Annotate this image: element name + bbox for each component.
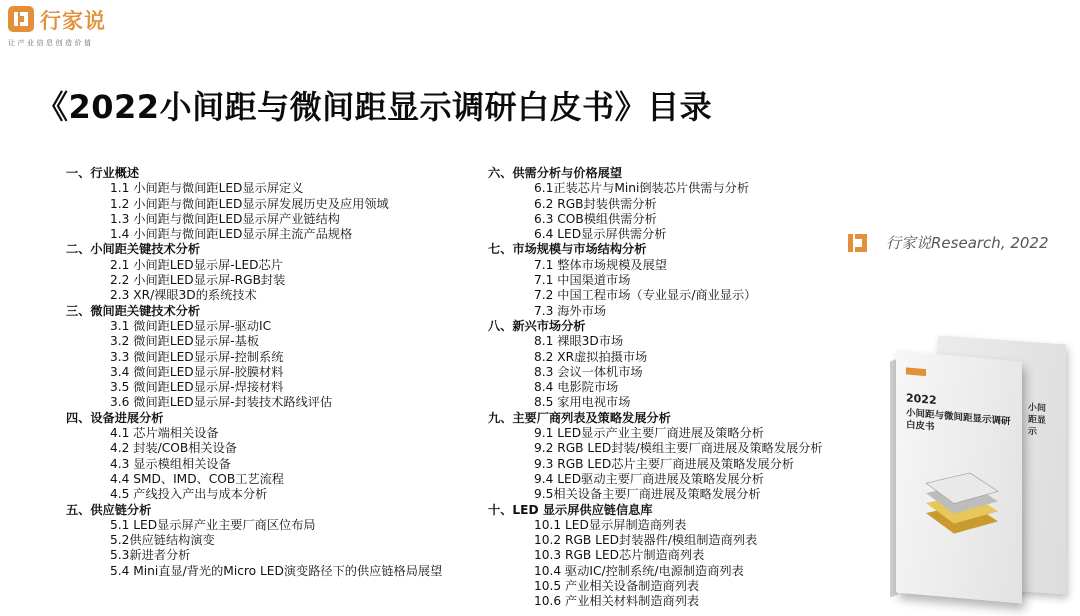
toc-item: 1.3 小间距与微间距LED显示屏产业链结构 bbox=[110, 211, 340, 226]
toc-item: 3.6 微间距LED显示屏-封装技术路线评估 bbox=[110, 395, 333, 410]
toc-section-heading: 五、供应链分析 bbox=[66, 502, 152, 517]
toc-item: 9.3 RGB LED芯片主要厂商进展及策略发展分析 bbox=[534, 456, 795, 471]
toc-section-heading: 六、供需分析与价格展望 bbox=[488, 166, 623, 180]
toc-item: 4.2 封装/COB相关设备 bbox=[110, 441, 237, 456]
book-title: 小间距与微间距显示调研白皮书 bbox=[906, 407, 1011, 433]
toc-item: 5.1 LED显示屏产业主要厂商区位布局 bbox=[110, 517, 316, 532]
toc-item: 3.4 微间距LED显示屏-胶膜材料 bbox=[110, 364, 284, 379]
toc-section-heading: 十、LED 显示屏供应链信息库 bbox=[488, 502, 653, 517]
toc-item: 9.5相关设备主要厂商进展及策略发展分析 bbox=[534, 487, 761, 502]
toc-item: 8.2 XR虚拟拍摄市场 bbox=[534, 349, 648, 364]
toc-item: 8.1 裸眼3D市场 bbox=[534, 334, 624, 349]
toc-section-heading: 七、市场规模与市场结构分析 bbox=[488, 242, 647, 257]
toc-item: 4.5 产线投入产出与成本分析 bbox=[110, 487, 268, 502]
toc-item: 7.3 海外市场 bbox=[534, 303, 607, 318]
toc-item: 1.2 小间距与微间距LED显示屏发展历史及应用领域 bbox=[110, 196, 389, 211]
toc-item: 9.1 LED显示产业主要厂商进展及策略分析 bbox=[534, 426, 764, 441]
toc-item: 1.1 小间距与微间距LED显示屏定义 bbox=[110, 181, 304, 196]
toc-item: 3.1 微间距LED显示屏-驱动IC bbox=[110, 318, 272, 333]
brand-logo bbox=[8, 4, 138, 48]
toc-item: 10.3 RGB LED芯片制造商列表 bbox=[534, 548, 705, 563]
panel-layers-illustration bbox=[918, 462, 1002, 553]
toc-item: 2.2 小间距LED显示屏-RGB封装 bbox=[110, 273, 286, 288]
toc-item: 10.1 LED显示屏制造商列表 bbox=[534, 517, 687, 532]
toc-item: 6.1正装芯片与Mini倒装芯片供需与分析 bbox=[534, 181, 750, 196]
research-label: 行家说Research, 2022 bbox=[886, 234, 1049, 252]
toc-item: 5.4 Mini直显/背光的Micro LED演变路径下的供应链格局展望 bbox=[110, 563, 443, 578]
research-logo-icon bbox=[846, 230, 872, 256]
logo-slogan: 让产业信息创造价值 bbox=[8, 39, 94, 47]
book-brand-badge bbox=[906, 367, 926, 376]
toc-item: 4.1 芯片端相关设备 bbox=[110, 426, 219, 441]
toc-item: 7.1 中国渠道市场 bbox=[534, 273, 631, 288]
book-front-cover bbox=[896, 350, 1022, 603]
toc-item: 3.5 微间距LED显示屏-焊接材料 bbox=[110, 380, 284, 395]
toc-section-heading: 一、行业概述 bbox=[66, 166, 140, 180]
toc-item: 10.2 RGB LED封装器件/模组制造商列表 bbox=[534, 533, 758, 548]
toc-item: 8.3 会议一体机市场 bbox=[534, 364, 643, 379]
book-cover-image bbox=[862, 330, 1080, 616]
toc-item: 8.5 家用电视市场 bbox=[534, 395, 631, 410]
toc-item: 6.4 LED显示屏供需分析 bbox=[534, 227, 667, 242]
toc-item: 10.4 驱动IC/控制系统/电源制造商列表 bbox=[534, 563, 744, 578]
toc-item: 3.2 微间距LED显示屏-基板 bbox=[110, 334, 260, 349]
toc-item: 2.1 小间距LED显示屏-LED芯片 bbox=[110, 257, 283, 272]
toc-item: 9.2 RGB LED封装/模组主要厂商进展及策略发展分析 bbox=[534, 441, 823, 456]
toc-item: 10.5 产业相关设备制造商列表 bbox=[534, 579, 700, 594]
toc-item: 8.4 电影院市场 bbox=[534, 380, 619, 395]
toc-item: 7.2 中国工程市场（专业显示/商业显示） bbox=[534, 288, 757, 303]
toc-item: 2.3 XR/裸眼3D的系统技术 bbox=[110, 288, 257, 303]
logo-name: 行家说 bbox=[40, 9, 106, 33]
book-year: 2022 bbox=[906, 391, 937, 408]
toc-section-heading: 四、设备进展分析 bbox=[66, 410, 164, 425]
toc-item: 5.2供应链结构演变 bbox=[110, 533, 215, 548]
toc-middle-column bbox=[488, 166, 858, 610]
toc-section-heading: 三、微间距关键技术分析 bbox=[66, 303, 201, 318]
toc-section-heading: 八、新兴市场分析 bbox=[488, 318, 586, 333]
page-title: 《2022小间距与微间距显示调研白皮书》目录 bbox=[36, 88, 713, 126]
toc-section-heading: 九、主要厂商列表及策略发展分析 bbox=[488, 410, 671, 425]
research-label-block bbox=[846, 228, 1076, 260]
toc-item: 5.3新进者分析 bbox=[110, 548, 191, 563]
toc-item: 4.4 SMD、IMD、COB工艺流程 bbox=[110, 471, 284, 486]
toc-item: 4.3 显示模组相关设备 bbox=[110, 456, 231, 471]
toc-item: 6.3 COB模组供需分析 bbox=[534, 211, 657, 226]
toc-item: 6.2 RGB封装供需分析 bbox=[534, 196, 657, 211]
toc-item: 7.1 整体市场规模及展望 bbox=[534, 257, 667, 272]
toc-item: 10.6 产业相关材料制造商列表 bbox=[534, 594, 700, 609]
toc-section-heading: 二、小间距关键技术分析 bbox=[66, 242, 201, 257]
book-back-title: 小间距显示 bbox=[1028, 402, 1047, 438]
toc-item: 9.4 LED驱动主要厂商进展及策略发展分析 bbox=[534, 471, 764, 486]
toc-item: 1.4 小间距与微间距LED显示屏主流产品规格 bbox=[110, 227, 353, 242]
toc-left-column bbox=[66, 166, 476, 579]
logo-mark-icon bbox=[8, 6, 34, 32]
toc-item: 3.3 微间距LED显示屏-控制系统 bbox=[110, 349, 284, 364]
